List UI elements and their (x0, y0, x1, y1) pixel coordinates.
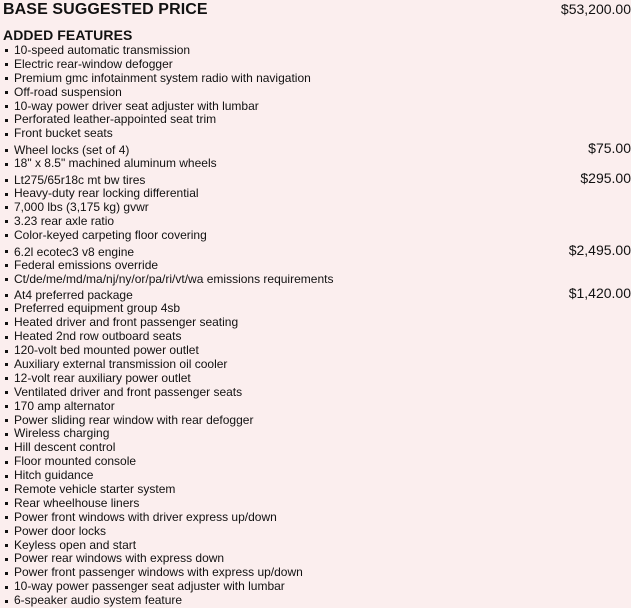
feature-label: 10-speed automatic transmission (14, 42, 191, 57)
feature-text (3, 344, 199, 358)
feature-text (3, 427, 109, 441)
feature-text (3, 358, 227, 372)
feature-list-item (3, 358, 631, 372)
feature-list-item (3, 113, 631, 127)
feature-list-item (3, 302, 631, 316)
added-features-title: ADDED FEATURES (3, 27, 133, 43)
feature-list-item (3, 427, 631, 441)
bullet-icon (5, 461, 8, 464)
bullet-icon (5, 419, 8, 422)
feature-list-item (3, 141, 631, 157)
bullet-icon (5, 405, 8, 408)
bullet-icon (5, 377, 8, 380)
feature-label: Ventilated driver and front passenger seats (14, 384, 243, 399)
feature-label: 18" x 8.5" machined aluminum wheels (14, 156, 217, 171)
feature-text (3, 330, 181, 344)
feature-text (3, 414, 253, 428)
feature-label: Heated 2nd row outboard seats (14, 329, 182, 344)
feature-label: Heated driver and front passenger seating (14, 315, 239, 330)
feature-label: Electric rear-window defogger (14, 56, 173, 71)
bullet-icon (5, 322, 8, 325)
bullet-icon (5, 119, 8, 122)
feature-list-item (3, 511, 631, 525)
feature-label: Power sliding rear window with rear defogger (14, 412, 254, 427)
feature-label: Front bucket seats (14, 126, 113, 141)
feature-price: $1,420.00 (568, 285, 631, 302)
feature-list-item (3, 330, 631, 344)
bullet-icon (5, 475, 8, 478)
feature-label: Hill descent control (14, 440, 116, 455)
feature-text (3, 539, 136, 553)
feature-list-item (3, 171, 631, 187)
bullet-icon (5, 502, 8, 505)
feature-label: 6.2l ecotec3 v8 engine (14, 244, 135, 259)
feature-list-item (3, 86, 631, 100)
feature-list-item (3, 344, 631, 358)
feature-list-item (3, 243, 631, 259)
feature-list-item (3, 273, 631, 287)
bullet-icon (5, 63, 8, 66)
feature-label: Floor mounted console (14, 454, 137, 469)
feature-list-item (3, 157, 631, 171)
bullet-icon (5, 264, 8, 267)
base-price-title: BASE SUGGESTED PRICE (3, 1, 208, 18)
added-features-list (3, 44, 631, 608)
feature-label: 3.23 rear axle ratio (14, 213, 115, 228)
feature-text (3, 386, 242, 400)
bullet-icon (5, 350, 8, 353)
bullet-icon (5, 220, 8, 223)
feature-label: Ct/de/me/md/ma/nj/ny/or/pa/ri/vt/wa emissions requirements (14, 271, 334, 286)
feature-list-item (3, 372, 631, 386)
feature-text (3, 483, 175, 497)
feature-list-item (3, 127, 631, 141)
feature-text (3, 187, 199, 201)
feature-text (3, 580, 285, 594)
feature-text (3, 469, 93, 483)
bullet-icon (5, 516, 8, 519)
feature-list-item (3, 539, 631, 553)
bullet-icon (5, 294, 8, 297)
feature-text (3, 372, 191, 386)
feature-label: Keyless open and start (14, 537, 137, 552)
feature-label: Power rear windows with express down (14, 551, 225, 566)
feature-text (3, 113, 216, 127)
feature-label: Premium gmc infotainment system radio with navigation (14, 70, 311, 85)
feature-text (3, 400, 115, 414)
feature-list-item (3, 44, 631, 58)
feature-label: Power front passenger windows with express up/down (14, 565, 303, 580)
feature-label: Power door locks (14, 523, 107, 538)
feature-text (3, 455, 136, 469)
feature-label: Rear wheelhouse liners (14, 495, 140, 510)
feature-text (3, 566, 303, 580)
feature-label: Heavy-duty rear locking differential (14, 186, 199, 201)
feature-label: Preferred equipment group 4sb (14, 301, 181, 316)
feature-price: $295.00 (580, 170, 631, 187)
feature-label: 120-volt bed mounted power outlet (14, 343, 199, 358)
feature-text (3, 86, 122, 100)
feature-list-item (3, 525, 631, 539)
feature-label: 12-volt rear auxiliary power outlet (14, 370, 191, 385)
feature-list-item (3, 441, 631, 455)
feature-text (3, 245, 134, 259)
bullet-icon (5, 234, 8, 237)
feature-text (3, 157, 217, 171)
bullet-icon (5, 433, 8, 436)
feature-list-item (3, 580, 631, 594)
base-price-row (3, 0, 631, 19)
bullet-icon (5, 600, 8, 603)
bullet-icon (5, 308, 8, 311)
feature-text (3, 288, 133, 302)
feature-text (3, 441, 115, 455)
feature-list-item (3, 455, 631, 469)
bullet-icon (5, 49, 8, 52)
bullet-icon (5, 133, 8, 136)
feature-label: Off-road suspension (14, 84, 122, 99)
feature-text (3, 594, 182, 608)
feature-list-item (3, 58, 631, 72)
feature-list-item (3, 259, 631, 273)
feature-list-item (3, 566, 631, 580)
feature-text (3, 552, 224, 566)
feature-label: Power front windows with driver express up/down (14, 509, 277, 524)
feature-label: Perforated leather-appointed seat trim (14, 112, 217, 127)
bullet-icon (5, 163, 8, 166)
bullet-icon (5, 193, 8, 196)
feature-label: Federal emissions override (14, 257, 159, 272)
feature-list-item (3, 594, 631, 608)
feature-label: 10-way power passenger seat adjuster with lumbar (14, 579, 285, 594)
feature-text (3, 44, 190, 58)
feature-list-item (3, 400, 631, 414)
bullet-icon (5, 105, 8, 108)
bullet-icon (5, 206, 8, 209)
bullet-icon (5, 488, 8, 491)
feature-text (3, 201, 149, 215)
feature-list-item (3, 483, 631, 497)
feature-text (3, 302, 180, 316)
bullet-icon (5, 77, 8, 80)
feature-list-item (3, 553, 631, 567)
feature-list-item (3, 286, 631, 302)
bullet-icon (5, 391, 8, 394)
feature-text (3, 127, 113, 141)
feature-text (3, 497, 139, 511)
feature-text (3, 72, 311, 86)
feature-list-item (3, 215, 631, 229)
feature-text (3, 173, 145, 187)
feature-label: Wheel locks (set of 4) (14, 143, 130, 158)
feature-label: Wireless charging (14, 426, 110, 441)
feature-price: $2,495.00 (568, 241, 631, 258)
bullet-icon (5, 572, 8, 575)
bullet-icon (5, 336, 8, 339)
feature-text (3, 259, 158, 273)
feature-label: Color-keyed carpeting floor covering (14, 227, 207, 242)
feature-list-item (3, 497, 631, 511)
feature-list-item (3, 201, 631, 215)
bullet-icon (5, 91, 8, 94)
feature-list-item (3, 469, 631, 483)
feature-text (3, 215, 114, 229)
feature-label: 7,000 lbs (3,175 kg) gvwr (14, 200, 149, 214)
feature-label: Hitch guidance (14, 468, 94, 483)
bullet-icon (5, 278, 8, 281)
feature-list-item (3, 187, 631, 201)
bullet-icon (5, 558, 8, 561)
feature-text (3, 58, 173, 72)
feature-list-item (3, 72, 631, 86)
feature-list-item (3, 414, 631, 428)
bullet-icon (5, 250, 8, 253)
feature-list-item (3, 229, 631, 243)
feature-text (3, 229, 207, 243)
feature-text (3, 525, 106, 539)
feature-label: At4 preferred package (14, 288, 133, 303)
bullet-icon (5, 447, 8, 450)
feature-list-item (3, 100, 631, 114)
feature-text (3, 143, 129, 157)
base-price-value: $53,200.00 (560, 1, 631, 17)
bullet-icon (5, 179, 8, 182)
feature-text (3, 511, 277, 525)
feature-price: $75.00 (588, 140, 631, 157)
feature-label: Remote vehicle starter system (14, 482, 176, 497)
feature-list-item (3, 386, 631, 400)
bullet-icon (5, 586, 8, 589)
feature-text (3, 273, 333, 287)
feature-text (3, 100, 259, 114)
feature-label: 10-way power driver seat adjuster with lumbar (14, 98, 259, 113)
feature-list-item (3, 316, 631, 330)
bullet-icon (5, 544, 8, 547)
bullet-icon (5, 149, 8, 152)
feature-label: 170 amp alternator (14, 398, 115, 413)
bullet-icon (5, 363, 8, 366)
feature-label: 6-speaker audio system feature (14, 593, 183, 608)
feature-text (3, 316, 238, 330)
bullet-icon (5, 530, 8, 533)
feature-label: Lt275/65r18c mt bw tires (14, 173, 146, 188)
feature-label: Auxiliary external transmission oil cooler (14, 357, 228, 372)
